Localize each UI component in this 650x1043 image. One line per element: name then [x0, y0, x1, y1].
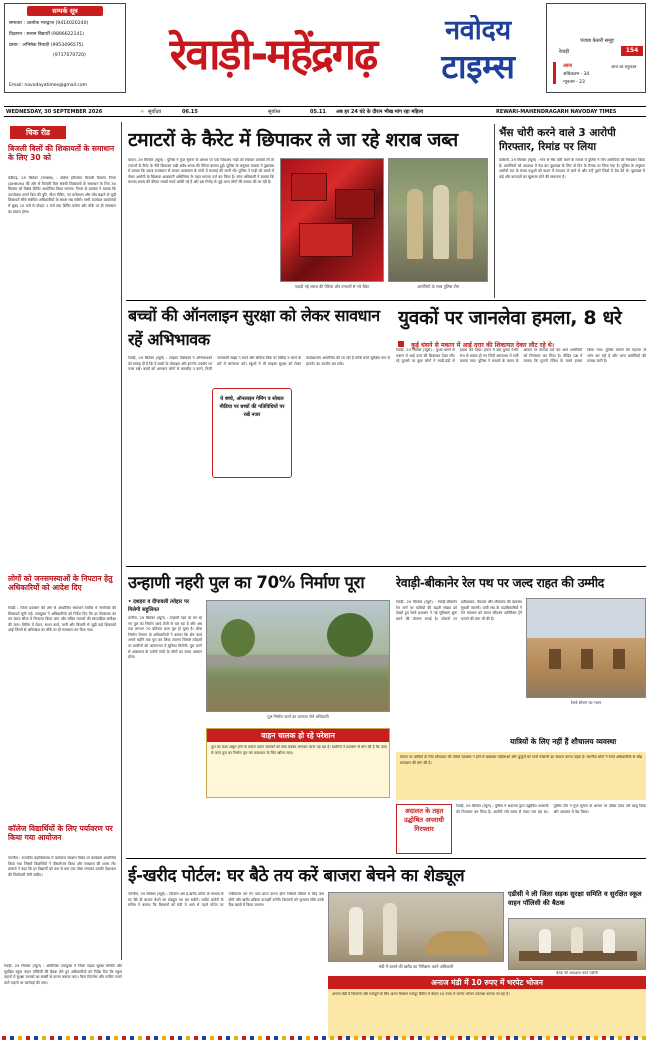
brand-bottom: टाइम्स [441, 47, 515, 86]
station-door-shape [581, 649, 593, 669]
color-registration-dots [2, 1036, 648, 1040]
contact-line-4: (9717070720) [53, 53, 86, 58]
bridge-headline: उन्हाणी नहरी पुल का 70% निर्माण पूरा [128, 573, 365, 592]
weather-max: अधिकतम - 34 [563, 72, 590, 77]
sidebar-story3-body: नारनौल : राजकीय महाविद्यालय में पर्यावरण संरक्षण विषय पर कार्यक्रम आयोजित किया गया जिसमें विद्यार्थियों ने पौधारोपण किया और स्वच्छता की शपथ ली। प्राचार्य ने कहा कि हर विद्यार्थी को कम से कम एक पौधा लगाकर उसकी देखभाल की जिम्मेदारी लेनी चाहिए। [8, 856, 116, 877]
bridge-body: कनीना, 29 सितंबर (ब्यूरो) : उन्हाणी नहर पर बन रहे नए पुल का निर्माण कार्य तेजी से चल रहा है और अब तक लगभग 70 प्रतिशत काम पूरा हो चुका है। लोक निर्माण विभाग के अधिकारियों ने बताया कि शेष कार्य अगले महीने तक पूरा कर लिया जाएगा जिससे त्योहारों पर ग्रामीणों को आवागमन में सुविधा मिलेगी। पुल बनने से आसपास के दर्जनों गांवों के लोगों का सफर आसान होगा। [128, 616, 202, 660]
bridge-box [206, 728, 390, 798]
contact-email: Email: navodayatimes@gmail.com [9, 83, 88, 88]
weather-min: न्यूनतम - 23 [563, 80, 585, 85]
person-shape [433, 185, 449, 259]
bridge-photo [206, 600, 390, 712]
paper-title: रेवाड़ी-महेंद्रगढ़ [169, 30, 377, 80]
sidebar-story1-body: चंडीगढ़, 29 सितंबर (जगन्नाथ) : दक्षिण हरियाणा बिजली वितरण निगम (DHBVN) की ओर से बिजली बिल संबंधी शिकायतों के समाधान के लिए 30 सितंबर को विशेष शिविर आयोजित किया जाएगा। निगम के प्रवक्ता ने बताया कि उपभोक्ता अपने बिल की त्रुटि, मीटर रीडिंग, नए कनेक्शन और लोड बढ़ाने से जुड़ी शिकायतें सीधे संबंधित अधिकारियों के समक्ष रख सकेंगे। सभी उपमंडल कार्यालयों में सुबह 10 बजे से दोपहर 1 बजे तक शिविर चलेगा और मौके पर ही समाधान का प्रयास होगा। [8, 176, 116, 214]
sunset-label: सूर्यास्त [268, 109, 281, 115]
rail-headline: रेवाड़ी-बीकानेर रेल पथ पर जल्द राहत की उम्मीद [396, 576, 605, 590]
school-photo [508, 918, 646, 970]
person-shape [349, 907, 363, 955]
person-shape [383, 903, 397, 955]
sunrise-label: सूर्योदय [148, 109, 162, 115]
court-box [396, 804, 452, 854]
arrest-body: कोसली, 29 सितंबर (ब्यूरो) : गांव से भैंस चोरी करने के मामले में पुलिस ने तीन आरोपियों को गिरफ्तार किया है। आरोपियों को अदालत में पेश कर पूछताछ के लिए दो दिन के रिमांड पर लिया गया है। पुलिस के अनुसार आरोपी रात के समय पशुओं को वाहन में लादकर ले जाते थे और उन्हें दूसरे जिलों में बेच देते थे। पूछताछ में कई और वारदातों का खुलासा होने की संभावना है। [499, 158, 645, 179]
school-body: रेवाड़ी, 29 सितंबर (ब्यूरो) : अतिरिक्त उपायुक्त ने जिला सड़क सुरक्षा समिति और सुरक्षित स्कूल वाहन पॉलिसी की बैठक लेते हुए अधिकारियों को निर्देश दिए कि स्कूल वाहनों में सुरक्षा मानकों का सख्ती से पालन कराया जाए। बिना फिटनेस और परमिट चलने वाले वाहनों पर कार्रवाई की जाए। [4, 964, 122, 985]
attack-headline: युवकों पर जानलेवा हमला, 8 धरे [398, 307, 622, 329]
children-headline: बच्चों की ऑनलाइन सुरक्षा को लेकर सावधान रहें अभिभावक [128, 306, 380, 349]
contact-line-1: समाचार : आलोक भारद्वाज (9414020240) [9, 21, 89, 26]
portal-photo [328, 892, 504, 962]
dateline-bar [4, 106, 646, 117]
weather-icon [553, 62, 561, 84]
portal-box-title: अनाज मंडी में 10 रुपए में भरपेट भोजन [328, 976, 646, 989]
attack-subhead [398, 332, 644, 349]
sunset-time: 05.11 [310, 109, 326, 115]
sidebar-story2-title: लोगों को जनसमस्याओं के निपटान हेतु अधिकारियों को आदेश दिए [8, 574, 113, 592]
tomato-photo1-caption: पकड़ी गई शराब की पेटियां और टमाटरों से भरे कैरेट [294, 284, 370, 289]
page-number: 154 [621, 46, 643, 56]
tree-shape [327, 613, 373, 657]
school-headline: एडीसी ने ली जिला सड़क सुरक्षा समिति व सुरक्षित स्कूल वाहन पॉलिसी की बैठक [508, 890, 642, 907]
tomato-photo-police [388, 158, 488, 282]
rail-sub-body: स्टेशन पर यात्रियों के लिए शौचालय की उचित व्यवस्था न होने से खासकर महिलाओं और बुजुर्गों को भारी परेशानी का सामना करना पड़ता है। स्थानीय लोगों ने रेलवे अधिकारियों से शीघ्र समाधान की मांग की है। [400, 755, 642, 765]
dateline-site: REWARI-MAHENDRAGARH NAVODAY TIMES [496, 109, 617, 115]
edition-city: रेवाड़ी [559, 49, 570, 55]
bullet-square-icon [398, 341, 404, 347]
rail-subhead: यात्रियों के लिए नहीं हैं शौचालय व्यवस्था [510, 737, 617, 746]
liquor-box-shape [291, 173, 327, 201]
court-body: रेवाड़ी, 29 सितंबर (ब्यूरो) : पुलिस ने अदालत द्वारा उद्घोषित अपराधी को गिरफ्तार कर लिया है। आरोपी लंबे समय से फरार चल रहा था। पुलिस टीम ने गुप्त सूचना के आधार पर दबिश देकर उसे काबू किया और अदालत में पेश किया। [456, 804, 646, 814]
children-body: रेवाड़ी, 29 सितंबर (ब्यूरो) : साइबर विशेषज्ञों ने अभिभावकों को सलाह दी है कि वे बच्चों के मोबाइल और इंटरनेट उपयोग पर नजर रखें। बच्चों को अनजान लोगों से बातचीत न करने, निजी जानकारी साझा न करने और संदिग्ध लिंक पर क्लिक न करने के बारे में जागरूक करें। स्कूलों में भी साइबर सुरक्षा को लेकर कार्यशालाएं आयोजित की जा रही हैं ताकि बच्चे सुरक्षित रूप से इंटरनेट का उपयोग कर सकें। [128, 356, 390, 372]
tomato-headline: टमाटरों के कैरेट में छिपाकर ले जा रहे शराब जब्त [128, 129, 458, 151]
sidebar-story3-title: कॉलेज विद्यार्थियों के लिए पर्यावरण पर किया गया आयोजन [8, 824, 113, 842]
sidebar-story2-body: रेवाड़ी : जिला प्रशासन की ओर से आयोजित समाधान शिविर में नागरिकों की शिकायतें सुनी गईं। उपायुक्त ने अधिकारियों को निर्देश दिए कि हर शिकायत का तय समय सीमा में निपटारा किया जाए और लंबित मामलों की साप्ताहिक समीक्षा की जाए। शिविर में पेंशन, राशन कार्ड, पानी और बिजली से जुड़ी कई शिकायतें आईं जिनमें से अधिकांश का मौके पर ही समाधान कर दिया गया। [8, 606, 116, 633]
tomato-photo-liquor [280, 158, 384, 282]
rail-photo-caption: रेलवे स्टेशन का भवन [570, 700, 602, 705]
portal-box-body: अनाज मंडी में किसानों और मजदूरों के लिए अटल किसान मजदूर कैंटीन में केवल 10 रुपए में भरपेट भोजन उपलब्ध कराया जा रहा है। [332, 992, 510, 996]
person-shape [407, 189, 423, 259]
portal-body: नारनौल, 29 सितंबर (ब्यूरो) : किसान अब ई-खरीद पोर्टल के माध्यम से घर बैठे ही बाजरा बेचने का शेड्यूल तय कर सकेंगे। मार्केट कमेटी के सचिव ने बताया कि किसानों को मंडी में आने से पहले पोर्टल पर पंजीकरण कर गेट पास प्राप्त करना होगा जिससे मंडियों में भीड़ कम होगी और खरीद प्रक्रिया पारदर्शी बनेगी। किसानों को भुगतान सीधे उनके बैंक खातों में किया जाएगा। [128, 892, 324, 908]
sidebar-section-title: चिक रीड [10, 126, 66, 139]
dateline-date: WEDNESDAY, 30 SEPTEMBER 2026 [6, 109, 103, 115]
children-callout [212, 388, 292, 478]
person-shape [603, 929, 615, 953]
sunrise-time: 06.15 [182, 109, 198, 115]
masthead [4, 3, 646, 95]
sidebar [4, 122, 122, 960]
station-door-shape [549, 649, 561, 669]
divider [126, 858, 646, 859]
school-photo-caption: बैठक की अध्यक्षता करते एडीसी [556, 971, 598, 975]
contact-box [4, 3, 126, 93]
tree-shape [221, 619, 255, 657]
liquor-box-shape [335, 189, 375, 219]
person-shape [571, 927, 583, 953]
attack-body: रेवाड़ी, 29 सितंबर (ब्यूरो) : कुआं धंसने से मकान में आई दरार की शिकायत देकर लौट रहे युवकों पर कुछ लोगों ने लाठी-डंडों से हमला कर दिया। हमले में कई युवक गंभीर रूप से घायल हो गए जिन्हें अस्पताल में भर्ती कराया गया। पुलिस ने घायलों के बयान के आधार पर मामला दर्ज कर आठ आरोपियों को गिरफ्तार कर लिया है। पीड़ित पक्ष ने बताया कि पुरानी रंजिश के चलते हमला किया गया। पुलिस मामले की गहनता से जांच कर रही है और अन्य आरोपियों की तलाश जारी है। [396, 348, 646, 364]
divider [126, 566, 646, 567]
portal-headline: ई-खरीद पोर्टल: घर बैठे तय करें बाजरा बेचने का शेड्यूल [128, 866, 465, 886]
sun-icon: ☀ [140, 109, 145, 115]
person-shape [539, 929, 551, 953]
brand-top: नवोदय [445, 15, 511, 46]
sidebar-story1-title: बिजली बिलों की शिकायतों के समाधान के लिए 30 को [8, 144, 115, 162]
contact-line-3: प्रसार : अभिषेक त्रिपाठी (9953496575) [9, 43, 84, 48]
portal-photo-caption: मंडी में बाजरे की खरीद का निरीक्षण करते अधिकारी [378, 964, 454, 969]
bridge-box-body: पुल का काम अधूरा होने के कारण वाहन चालकों को लंबा चक्कर लगाकर जाना पड़ रहा है। ग्रामीणों ने प्रशासन से मांग की है कि जल्द से जल्द पुल का निर्माण पूरा कर यातायात के लिए खोला जाए। [211, 745, 387, 755]
edition-label: पंजाब केसरी समूह [580, 38, 614, 44]
dateline-promo: अब हर 24 घंटे के दौरान भीख मांग रहा महिला [336, 109, 424, 115]
rail-photo [526, 598, 646, 698]
rail-body: रेवाड़ी, 29 सितंबर (ब्यूरो) : रेवाड़ी-बीकानेर रेल मार्ग पर यात्रियों की बढ़ती संख्या को देखते हुए रेलवे प्रशासन ने नई सुविधाएं शुरू करने की योजना बनाई है। स्टेशनों पर प्रतीक्षालय, पेयजल और शौचालय की व्यवस्था सुधारी जाएगी। यात्री संघ के पदाधिकारियों ने रेल मंत्रालय को ज्ञापन सौंपकर अतिरिक्त ट्रेनें चलाने की मांग भी की है। [396, 600, 522, 621]
edition-box [546, 3, 646, 93]
grain-pile-shape [425, 931, 489, 955]
station-door-shape [613, 649, 625, 669]
weather-city: आज [563, 63, 572, 69]
person-shape [457, 191, 473, 259]
attack-subhead-text: कुई धंसने से मकान में आई दरार की शिकायत देकर लौट रहे थे। [411, 342, 555, 349]
portal-box [328, 976, 646, 1038]
arrest-block [494, 124, 646, 298]
liquor-box-shape [299, 223, 353, 257]
rail-sub-box [396, 752, 646, 800]
tagline: आज का राहुकाल [611, 64, 637, 69]
bridge-photo-caption: पुल निर्माण कार्य का जायजा लेते अधिकारी [267, 714, 329, 719]
divider [126, 300, 646, 301]
tomato-photo2-caption: आरोपियों के साथ पुलिस टीम [416, 284, 460, 289]
callout-text: ये बच्चे, ऑनलाइन गेमिंग व सोशल मीडिया पर बच्चों की गतिविधियों पर रखें नजर [219, 396, 285, 418]
bridge-box-title: वाहन चालक हो रहे परेशान [207, 729, 389, 742]
contact-title: सम्पर्क सूत्र [27, 6, 103, 16]
tomato-body: बावल, 29 सितंबर (ब्यूरो) : पुलिस ने गुप्त सूचना के आधार पर एक पिकअप गाड़ी को रोककर तलाशी ली तो टमाटरों के कैरेट के नीचे छिपाकर रखी अवैध शराब की पेटियां बरामद हुईं। पुलिस के अनुसार चालक ने पूछताछ में बताया कि शराब राजस्थान से लाकर आसपास के गांवों में सप्लाई की जानी थी। पुलिस ने गाड़ी को कब्जे में लेकर आरोपी के खिलाफ आबकारी अधिनियम के तहत मामला दर्ज कर लिया है। जांच अधिकारी ने बताया कि बरामद शराब की कीमत लाखों रुपये आंकी गई है और इस गिरोह से जुड़े अन्य लोगों की तलाश की जा रही है। [128, 158, 274, 185]
court-box-title: अदालत के तहत उद्घोषित अपराधी गिरफ्तार [404, 807, 444, 833]
bridge-kicker: • दशहरा व दीपावली त्योहार पर मिलेगी सहूलियत [128, 599, 190, 613]
arrest-headline: भैंस चोरी करने वाले 3 आरोपी गिरफ्तार, रिमांड पर लिया [499, 127, 616, 153]
contact-line-2: विज्ञापन : सत्यम विद्यार्थी (9896622141) [9, 32, 85, 37]
